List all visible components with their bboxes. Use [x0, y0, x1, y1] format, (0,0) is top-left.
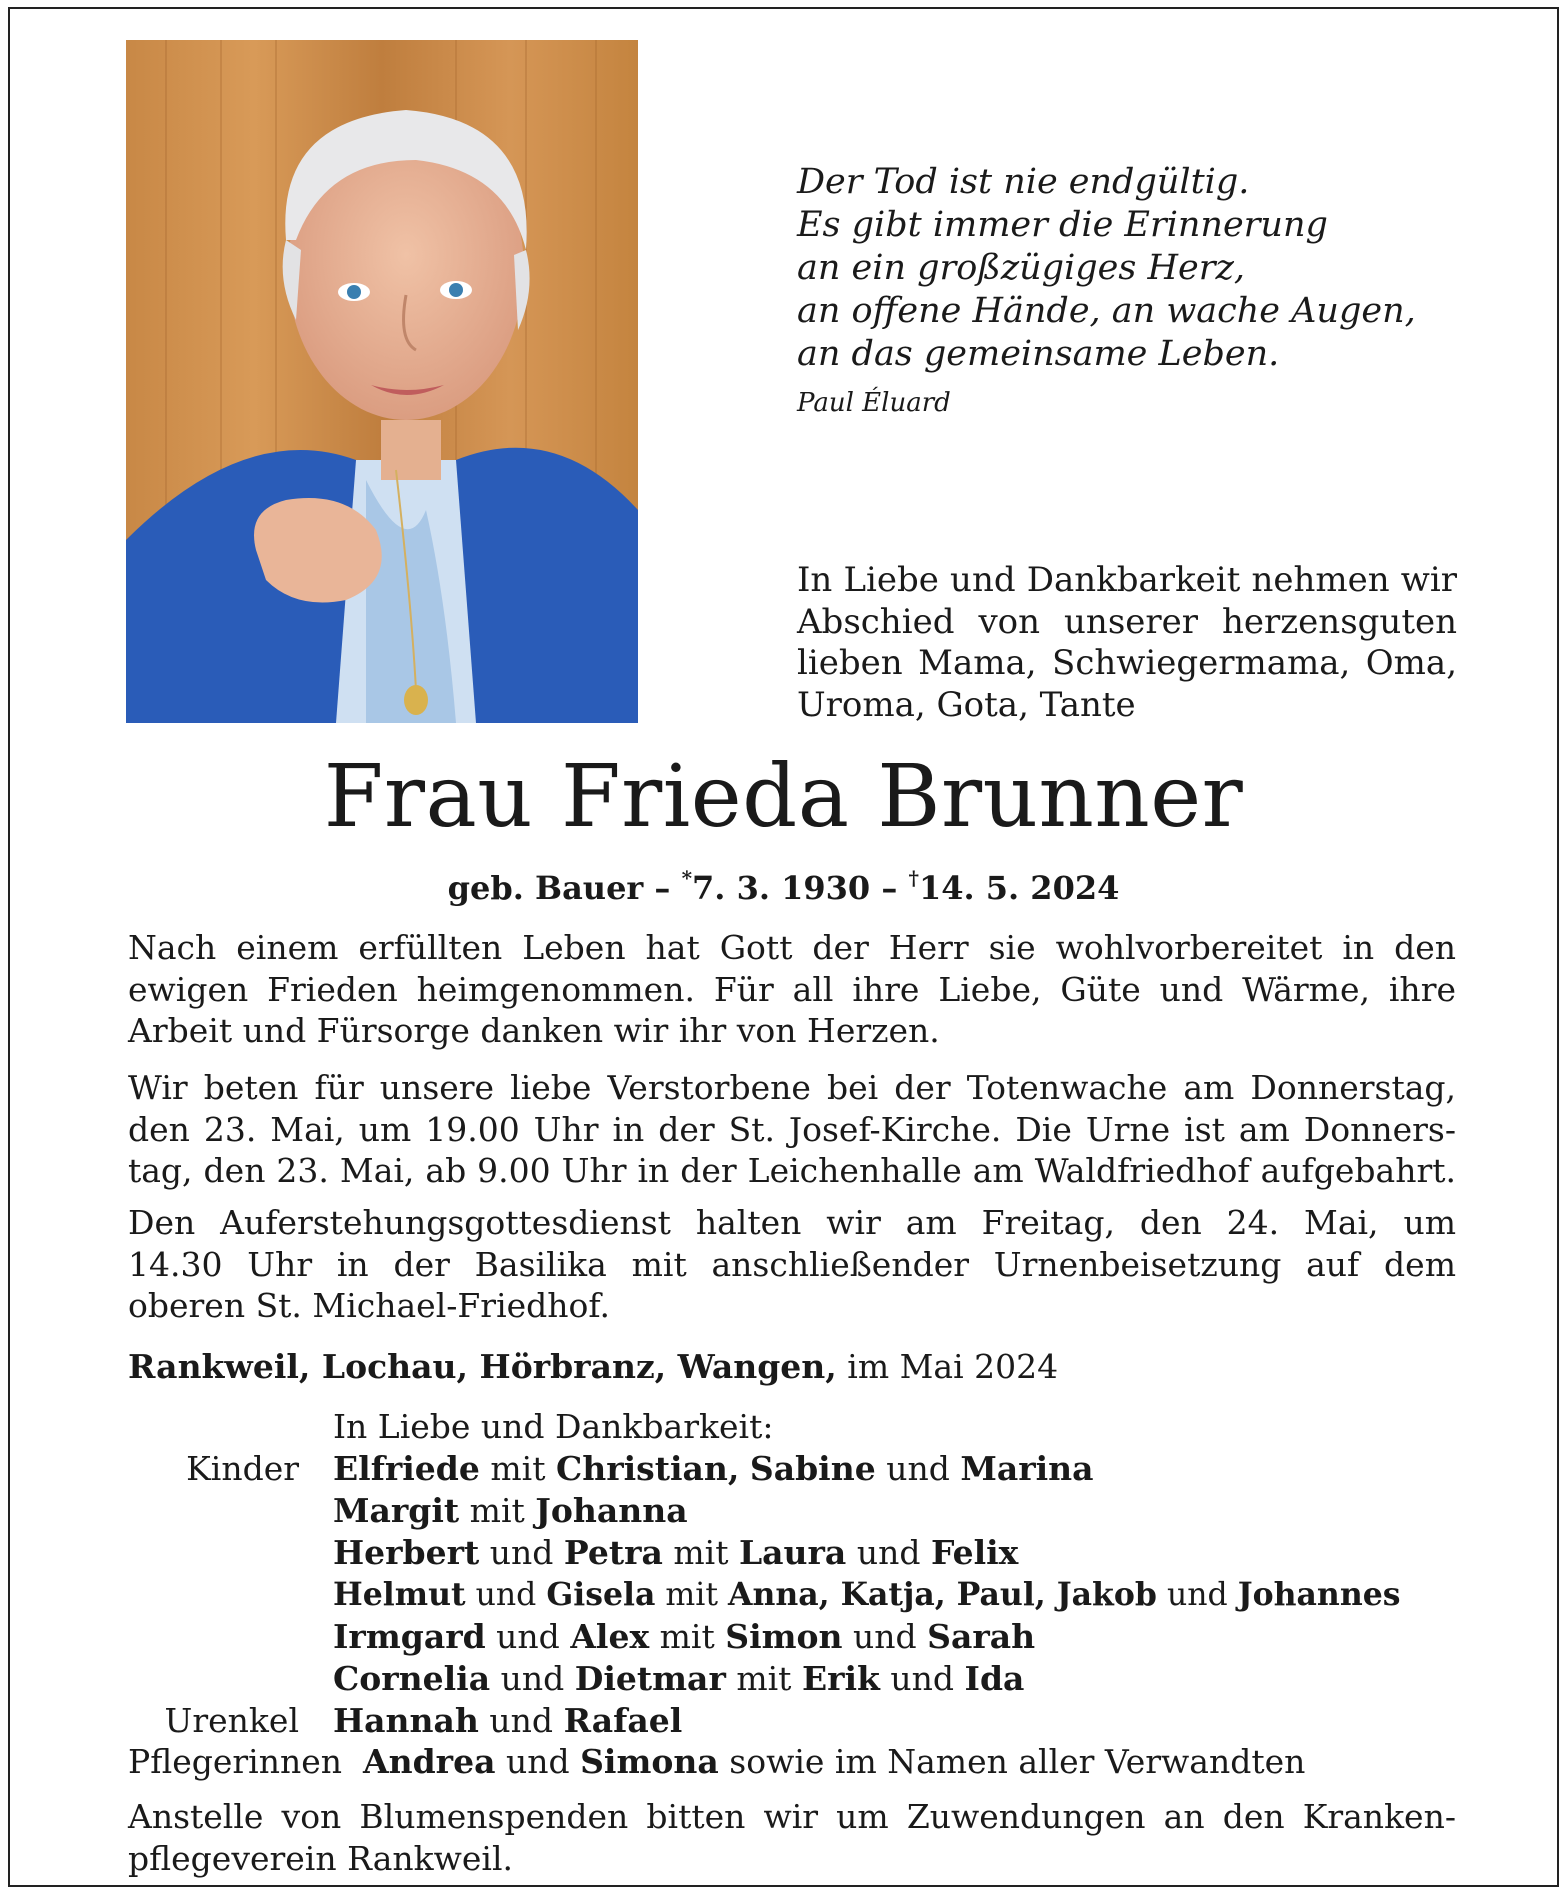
family-name: Felix: [930, 1533, 1019, 1572]
family-names: [333, 1658, 1024, 1700]
connector: und: [886, 1449, 950, 1488]
birth-symbol: *: [681, 866, 693, 890]
birth-date: 7. 3. 1930: [692, 869, 871, 907]
paragraph-line: pflegeverein Rankweil.: [128, 1838, 513, 1878]
quote-author: Paul Éluard: [797, 388, 951, 418]
role-great-grandchildren: Urenkel: [164, 1701, 299, 1740]
paragraph-vigil: [128, 1067, 1456, 1192]
connector: und: [496, 1617, 560, 1656]
family-name: Marina: [960, 1449, 1094, 1488]
connector: und: [489, 1533, 554, 1572]
family-name: Erik: [801, 1659, 880, 1698]
family-name: Margit: [333, 1491, 460, 1530]
family-names: [333, 1574, 1401, 1616]
paragraph-tribute: [128, 927, 1456, 1052]
family-name: Cornelia: [333, 1659, 491, 1698]
connector: und: [500, 1659, 565, 1698]
connector: und: [505, 1742, 570, 1781]
quote: [797, 161, 1497, 420]
quote-line: Der Tod ist nie endgültig.: [797, 162, 1250, 202]
paragraph-service: [128, 1202, 1456, 1327]
family-name: Laura: [738, 1533, 847, 1572]
family-names: [333, 1532, 1018, 1574]
family-name: Ida: [964, 1659, 1025, 1698]
family-names: [333, 1490, 688, 1532]
paragraph-line: Den Auferstehungsgottesdienst halten wir am Freitag, den 24. Mai, um: [128, 1203, 1456, 1242]
connector: mit: [673, 1533, 729, 1572]
family-name: Christian,: [555, 1449, 740, 1488]
quote-line: Es gibt immer die Erinnerung: [797, 205, 1328, 245]
death-date: 14. 5. 2024: [918, 869, 1120, 907]
paragraph-donations: [128, 1796, 1456, 1879]
quote-line: an ein großzügiges Herz,: [797, 248, 1246, 288]
connector: und: [1166, 1577, 1228, 1613]
family-name: Hannah: [333, 1701, 479, 1740]
family-name: Helmut: [333, 1576, 466, 1613]
portrait-photo: [126, 40, 638, 723]
caretakers-suffix: sowie im Namen aller Verwandten: [729, 1742, 1306, 1781]
intro-line: Uroma, Gota, Tante: [797, 684, 1136, 725]
connector: mit: [736, 1659, 792, 1698]
role-children: Kinder: [186, 1449, 299, 1488]
obituary-page: [8, 7, 1559, 1887]
place-and-date: [128, 1346, 1058, 1388]
paragraph-line: 14.30 Uhr in der Basilika mit anschließender Urnenbeisetzung auf dem: [128, 1244, 1456, 1284]
paragraph-line: Arbeit und Fürsorge danken wir ihr von Herzen.: [128, 1011, 940, 1050]
paragraph-line: Wir beten für unsere liebe Verstorbene bei der Totenwache am Donnerstag,: [128, 1068, 1456, 1107]
separator: –: [881, 869, 898, 907]
family-name: Johannes: [1237, 1576, 1401, 1613]
family-name: Anna, Katja, Paul, Jakob: [728, 1576, 1157, 1613]
caretakers-line: [128, 1741, 1305, 1783]
deceased-name: Frau Frieda Brunner: [323, 747, 1244, 847]
connector: und: [856, 1533, 921, 1572]
connector: mit: [469, 1491, 525, 1530]
intro-text: [797, 560, 1457, 726]
paragraph-line: oberen St. Michael-Friedhof.: [128, 1286, 610, 1325]
family-name: Rafael: [563, 1701, 683, 1740]
quote-line: an offene Hände, an wache Augen,: [797, 291, 1416, 331]
maiden-name: geb. Bauer: [447, 869, 644, 907]
family-thanks: In Liebe und Dankbarkeit:: [333, 1407, 774, 1446]
family-name: Gisela: [546, 1576, 656, 1613]
family-names: [333, 1700, 682, 1742]
connector: und: [890, 1659, 955, 1698]
family-name: Alex: [570, 1617, 650, 1656]
family-name: Petra: [563, 1533, 663, 1572]
family-name: Johanna: [535, 1491, 688, 1530]
connector: und: [475, 1577, 537, 1613]
quote-line: an das gemeinsame Leben.: [797, 334, 1280, 374]
paragraph-line: den 23. Mai, um 19.00 Uhr in der St. Josef-Kirche. Die Urne ist am Donners-: [128, 1109, 1456, 1149]
separator: –: [654, 869, 671, 907]
intro-line: lieben Mama, Schwiegermama, Oma,: [797, 643, 1457, 683]
connector: und: [853, 1617, 917, 1656]
paragraph-line: ewigen Frieden heimgenommen. Für all ihre Liebe, Güte und Wärme, ihre: [128, 969, 1456, 1009]
family-name: Sarah: [927, 1617, 1036, 1656]
caretaker-name: Andrea: [363, 1742, 496, 1781]
family-names: [333, 1616, 1035, 1658]
life-dates: [10, 858, 1557, 908]
family-name: Elfriede: [333, 1449, 480, 1488]
family-names: [333, 1448, 1094, 1490]
paragraph-line: tag, den 23. Mai, ab 9.00 Uhr in der Leichenhalle am Waldfriedhof aufgebahrt.: [128, 1151, 1456, 1190]
connector: mit: [490, 1449, 546, 1488]
connector: mit: [659, 1617, 715, 1656]
paragraph-line: Nach einem erfüllten Leben hat Gott der Herr sie wohlvorbereitet in den: [128, 928, 1456, 967]
date-line: im Mai 2024: [847, 1347, 1059, 1386]
connector: mit: [665, 1577, 718, 1613]
family-name: Dietmar: [574, 1659, 726, 1698]
caretaker-name: Simona: [580, 1742, 719, 1781]
death-symbol: †: [908, 866, 919, 890]
paragraph-line: Anstelle von Blumenspenden bitten wir um Zuwendungen an den Kranken-: [128, 1797, 1456, 1836]
family-name: Sabine: [749, 1449, 876, 1488]
family-name: Herbert: [333, 1533, 480, 1572]
family-name: Irmgard: [333, 1617, 486, 1656]
connector: und: [489, 1701, 554, 1740]
intro-line: In Liebe und Dankbarkeit nehmen wir: [797, 560, 1457, 600]
caretakers-label: Pflegerinnen: [128, 1742, 343, 1781]
family-name: Simon: [725, 1617, 843, 1656]
towns: Rankweil, Lochau, Hörbranz, Wangen,: [128, 1347, 837, 1386]
intro-line: Abschied von unserer herzensguten: [797, 601, 1457, 642]
